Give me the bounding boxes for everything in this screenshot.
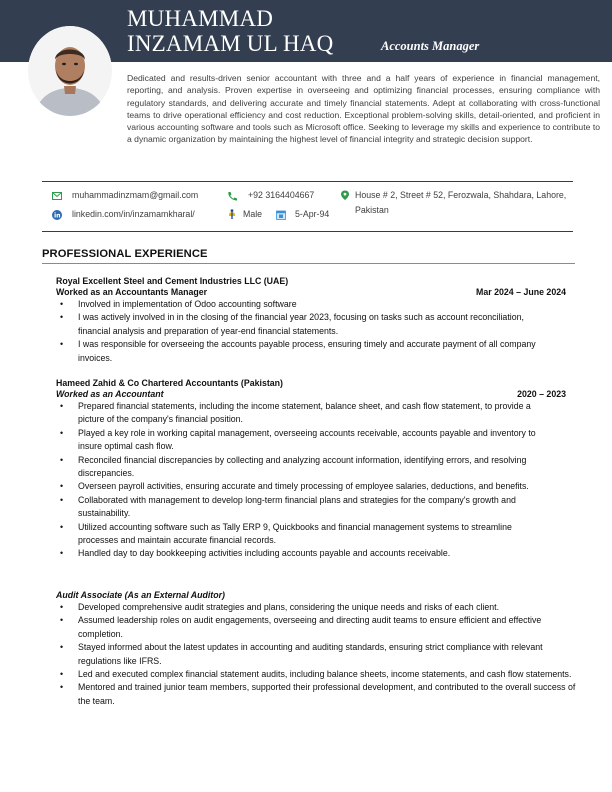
list-item: • Collaborated with management to develop long-term financial plans and strategies for the company's growth and sustainability. (56, 494, 543, 521)
linkedin-link[interactable]: linkedin.com/in/inzamamkharal/ (72, 209, 195, 219)
phone-number[interactable]: +92 3164404667 (248, 190, 315, 200)
job-entry-royal-excellent (56, 276, 566, 365)
profile-summary: Dedicated and results-driven senior accountant with three and a half years of experience in financial management, reporting, and analysis. Proven expertise in overseeing and optimizing financial processes, ensuring compliance with regulatory standards, and delivering accurate and timely financial statements. Adept at collaborating with cross-functional teams to drive operational efficiency and cost reduction. Exceptional problem-solving skills, detail-oriented, and proficient in various accounting software and tools such as Microsoft office. Seeking to leverage my skills and experience to contribute to a dynamic organization by maintaining the highest level of financial integrity and strategic decision support. (127, 73, 600, 145)
list-item: • Reconciled financial discrepancies by collecting and analyzing account information, identifying errors, and resolving discrepancies. (56, 454, 543, 481)
list-item: • Played a key role in working capital management, overseeing accounts receivable, accounts payable and inventory to insure optimal cash flow. (56, 427, 543, 454)
list-item: • Led and executed complex financial statement audits, including balance sheets, income statements, and cash flow statements. (56, 668, 583, 681)
mail-icon (52, 191, 62, 201)
job-entry-hameed-zahid (56, 378, 566, 561)
candidate-name: MUHAMMAD INZAMAM UL HAQ (127, 6, 334, 56)
section-title-experience: PROFESSIONAL EXPERIENCE (42, 248, 208, 260)
email-link[interactable]: muhammadinzmam@gmail.com (72, 190, 199, 200)
gender-value: Male (243, 209, 263, 219)
company-name: Hameed Zahid & Co Chartered Accountants (Pakistan) (56, 378, 283, 388)
list-item: • Stayed informed about the latest updates in accounting and auditing standards, ensuring strict compliance with relevant regulations like IFRS. (56, 641, 583, 668)
job-entry-audit-associate (56, 590, 576, 708)
list-item: • Assumed leadership roles on audit engagements, overseeing and directing audit teams to ensure efficient and effective completion. (56, 614, 583, 641)
list-item: • Mentored and trained junior team members, supported their professional development, and contributed to the overall success of the team. (56, 681, 583, 708)
job-bullets (56, 298, 566, 365)
calendar-icon (276, 210, 286, 220)
list-item: • I was responsible for overseeing the accounts payable process, ensuring timely and accurate payment of all company invoices. (56, 338, 543, 365)
role-line (56, 287, 566, 298)
job-dates: 2020 – 2023 (517, 389, 566, 399)
phone-icon (227, 191, 237, 201)
address-line-2: Pakistan (355, 205, 389, 215)
job-title: Accounts Manager (381, 39, 480, 53)
list-item: • Prepared financial statements, including the income statement, balance sheet, and cash flow statement, to provide a picture of the company's financial position. (56, 400, 543, 427)
role-title: Worked as an Accountants Manager (56, 287, 208, 297)
contact-top-rule (42, 181, 573, 182)
list-item: • Overseen payroll activities, ensuring accurate and timely processing of employee salaries, deductions, and benefits. (56, 480, 543, 493)
company-name: Royal Excellent Steel and Cement Industries LLC (UAE) (56, 276, 289, 286)
job-dates: Mar 2024 – June 2024 (476, 287, 566, 297)
role-line (56, 590, 566, 601)
list-item: • Utilized accounting software such as Tally ERP 9, Quickbooks and financial management systems to streamline processes and maintain accurate financial records. (56, 521, 543, 548)
address-line-1: House # 2, Street # 52, Ferozwala, Shahdara, Lahore, (355, 190, 567, 200)
date-of-birth: 5-Apr-94 (295, 209, 330, 219)
linkedin-icon (52, 210, 62, 220)
job-bullets (56, 400, 566, 561)
list-item: • I was actively involved in in the closing of the financial year 2023, focusing on tasks such as account reconciliation, financial analysis and preparation of year-end financial statements. (56, 311, 543, 338)
list-item: • Involved in implementation of Odoo accounting software (56, 298, 543, 311)
list-item: • Developed comprehensive audit strategies and plans, considering the unique needs and risks of each client. (56, 601, 583, 614)
job-bullets (56, 601, 576, 708)
contact-bottom-rule (42, 231, 573, 232)
role-title: Audit Associate (As an External Auditor) (56, 590, 225, 600)
avatar (28, 26, 112, 116)
section-divider (42, 263, 575, 264)
role-line (56, 389, 566, 400)
list-item: • Handled day to day bookkeeping activities including accounts payable and accounts receivable. (56, 547, 543, 560)
role-title: Worked as an Accountant (56, 389, 164, 399)
location-pin-icon (340, 190, 350, 200)
person-icon (227, 209, 237, 219)
